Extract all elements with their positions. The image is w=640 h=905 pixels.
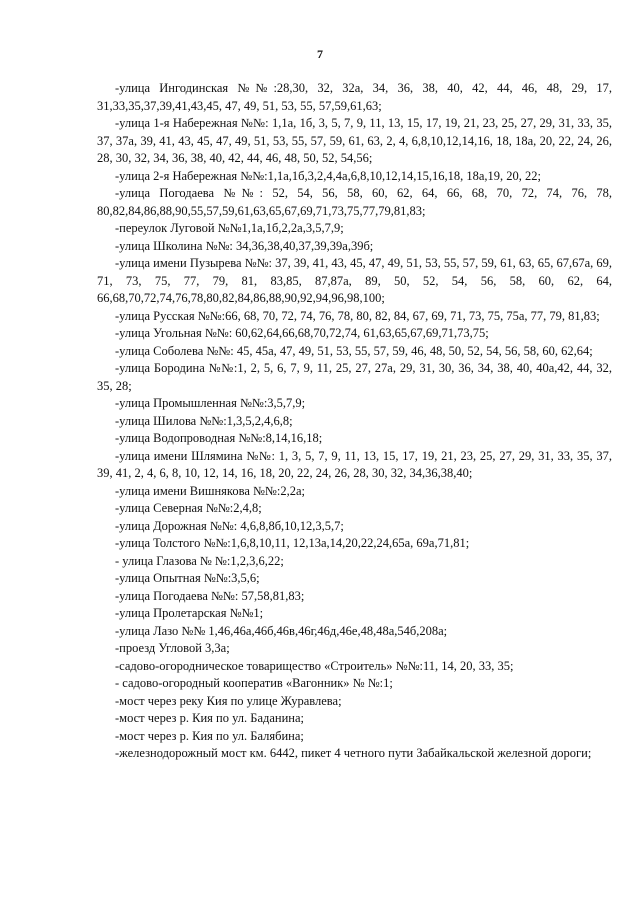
list-item: -мост через реку Кия по улице Журавлева;: [115, 693, 342, 708]
list-item: -мост через р. Кия по ул. Балябина;: [115, 728, 304, 743]
list-item: -железнодорожный мост км. 6442, пикет 4 четного пути Забайкальской железной дороги;: [115, 746, 592, 760]
list-item: -улица Пролетарская №№1;: [115, 606, 264, 620]
list-item: -мост через р. Кия по ул. Баданина;: [115, 711, 304, 725]
list-item: -улица Северная №№:2,4,8;: [115, 501, 262, 515]
list-item: -улица Угольная №№: 60,62,64,66,68,70,72,74, 61,63,65,67,69,71,73,75;: [115, 326, 489, 340]
list-item: -проезд Угловой 3,3а;: [115, 641, 230, 655]
list-item: -улица имени Вишнякова №№:2,2а;: [115, 483, 305, 498]
list-item: -улица Лазо №№ 1,46,46а,46б,46в,46г,46д,46е,48,48а,54б,208а;: [115, 623, 448, 638]
list-item: -садово-огородническое товарищество «Строитель» №№:11, 14, 20, 33, 35;: [115, 658, 514, 673]
list-item: -улица имени Пузырева №№: 37, 39, 41, 43, 45, 47, 49, 51, 53, 55, 57, 59, 61, 63, 65, 67,67а, 69, 71, 73, 75, 77, 79, 81, 83,85, 87,87а, 89, 50, 52, 54, 56, 58, 60, 62, 64, 66,68,70,72,74,76,78,80,82,84,86,88,90,92,94,96,98,100;: [97, 256, 612, 305]
list-item: -улица Промышленная №№:3,5,7,9;: [115, 396, 306, 410]
list-item: -улица Школина №№: 34,36,38,40,37,39,39а,39б;: [115, 238, 374, 253]
list-item: -переулок Луговой №№1,1а,1б,2,2а,3,5,7,9;: [115, 221, 344, 235]
list-item: -улица Шилова №№:1,3,5,2,4,6,8;: [115, 413, 293, 428]
list-item: -улица Толстого №№:1,6,8,10,11, 12,13а,14,20,22,24,65а, 69а,71,81;: [115, 536, 470, 550]
list-item: -улица Бородина №№:1, 2, 5, 6, 7, 9, 11, 25, 27, 27а, 29, 31, 30, 36, 34, 38, 40, 40а,42, 44, 32, 35, 28;: [97, 361, 612, 393]
page-number: 7: [317, 47, 323, 61]
list-item: - садово-огородный кооператив «Вагонник» № №:1;: [115, 676, 393, 690]
list-item: - улица Глазова № №:1,2,3,6,22;: [115, 553, 284, 568]
list-item: -улица Ингодинская №№:28,30, 32, 32а, 34, 36, 38, 40, 42, 44, 46, 48, 29, 17, 31,33,35,37,39,41,43,45, 47, 49, 51, 53, 55, 57,59,61,63;: [97, 81, 612, 113]
list-item: -улица Погодаева №№: 52, 54, 56, 58, 60, 62, 64, 66, 68, 70, 72, 74, 76, 78, 80,82,84,86,88,90,55,57,59,61,63,65,67,69,71,73,75,77,79,81,83;: [97, 186, 612, 218]
list-item: -улица Погодаева №№: 57,58,81,83;: [115, 588, 305, 603]
list-item: -улица Русская №№:66, 68, 70, 72, 74, 76, 78, 80, 82, 84, 67, 69, 71, 73, 75, 75а, 77, 79, 81,83;: [115, 308, 600, 323]
list-item: -улица Водопроводная №№:8,14,16,18;: [115, 431, 323, 445]
list-item: -улица 1-я Набережная №№: 1,1а, 1б, 3, 5, 7, 9, 11, 13, 15, 17, 19, 21, 23, 25, 27, 29, 31, 33, 35, 37, 37а, 39, 41, 43, 45, 47, 49, 51, 53, 55, 57, 59, 61, 63, 2, 4, 6,8,10,12,14,16, 18, 18а, 20, 22, 24, 26, 28, 30, 32, 34, 36, 38, 40, 42, 44, 46, 48, 50, 52, 54,56;: [97, 116, 612, 165]
document-body: [97, 80, 612, 763]
list-item: -улица 2-я Набережная №№:1,1а,1б,3,2,4,4а,6,8,10,12,14,15,16,18, 18а,19, 20, 22;: [115, 168, 541, 183]
list-item: -улица имени Шлямина №№: 1, 3, 5, 7, 9, 11, 13, 15, 17, 19, 21, 23, 25, 27, 29, 31, 33, 35, 37, 39, 41, 2, 4, 6, 8, 10, 12, 14, 16, 18, 20, 22, 24, 26, 28, 30, 32, 34,36,38,40;: [97, 448, 612, 480]
list-item: -улица Дорожная №№: 4,6,8,8б,10,12,3,5,7;: [115, 518, 344, 533]
list-item: -улица Опытная №№:3,5,6;: [115, 571, 260, 585]
list-item: -улица Соболева №№: 45, 45а, 47, 49, 51, 53, 55, 57, 59, 46, 48, 50, 52, 54, 56, 58, 60, 62,64;: [115, 343, 593, 358]
